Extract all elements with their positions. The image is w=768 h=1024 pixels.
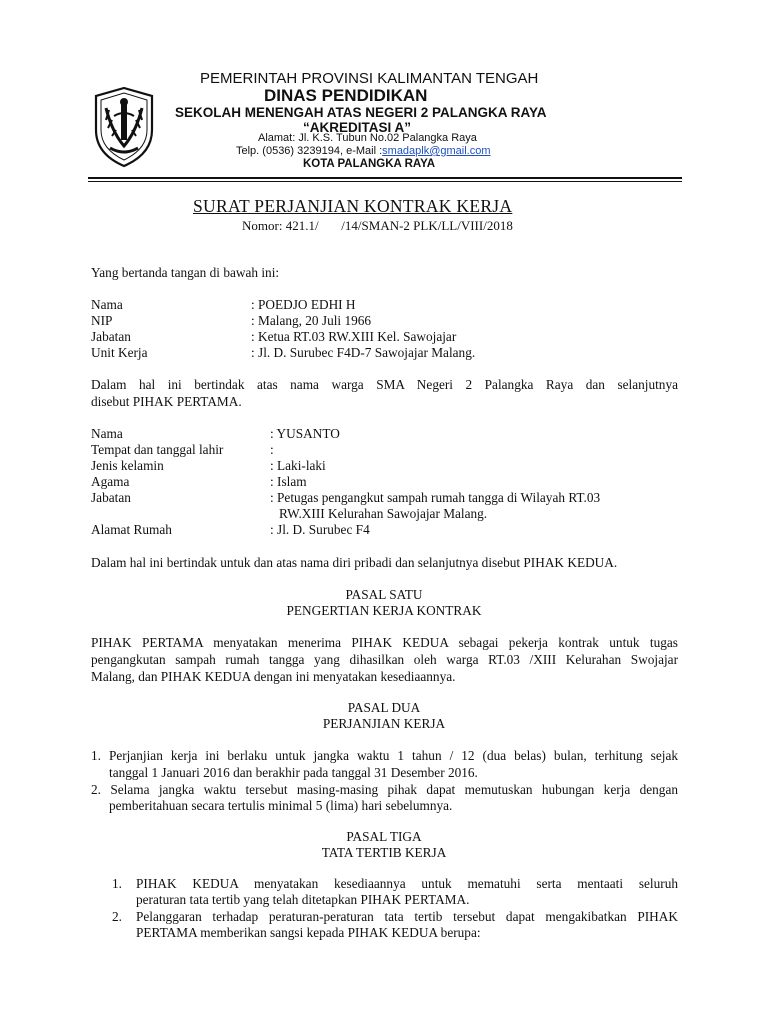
party2-statement: Dalam hal ini bertindak untuk dan atas nama diri pribadi dan selanjutnya disebut PIHAK KEDUA.	[91, 555, 618, 570]
document-title: SURAT PERJANJIAN KONTRAK KERJA	[193, 196, 513, 216]
party1-value: : Jl. D. Surubec F4D-7 Sawojajar Malang.	[251, 345, 476, 360]
party2-value: : YUSANTO	[270, 426, 340, 441]
letterhead-address: Alamat: Jl. K.S. Tubun No.02 Palangka Raya	[258, 132, 477, 144]
party2-label: Jabatan	[91, 490, 131, 505]
email-link[interactable]: smadaplk@gmail.com	[382, 145, 491, 157]
pasal2-item1-line: 1. Perjanjian kerja ini berlaku untuk jangka waktu 1 tahun / 12 (dua belas) bulan, terhitung sejak	[91, 748, 678, 763]
contact-text: Telp. (0536) 3239194, e-Mail :	[236, 145, 383, 157]
document-number: Nomor: 421.1/ /14/SMAN-2 PLK/LL/VIII/2018	[242, 218, 513, 233]
party2-value: RW.XIII Kelurahan Sawojajar Malang.	[279, 506, 488, 521]
school-emblem-icon	[92, 86, 156, 168]
party1-value: : Ketua RT.03 RW.XIII Kel. Sawojajar	[251, 329, 457, 344]
letterhead-school: SEKOLAH MENENGAH ATAS NEGERI 2 PALANGKA RAYA	[175, 105, 547, 120]
pasal1-line: pengangkutan sampah rumah tangga yang dihasilkan oleh warga RT.03 /XIII Kelurahan Swojajar	[91, 652, 678, 667]
party2-label: Tempat dan tanggal lahir	[91, 442, 224, 457]
party1-value: : Malang, 20 Juli 1966	[251, 313, 372, 328]
party1-label: Nama	[91, 297, 123, 312]
party2-value: : Jl. D. Surubec F4	[270, 522, 370, 537]
pasal3-item1-line: PIHAK KEDUA menyatakan kesediaannya untuk mematuhi serta mentaati seluruh	[136, 876, 678, 891]
pasal3-item2-line: Pelanggaran terhadap peraturan-peraturan tata tertib tersebut dapat mengakibatkan PIHAK	[136, 909, 678, 924]
pasal2-item2-line: 2. Selama jangka waktu tersebut masing-masing pihak dapat memutuskan hubungan kerja dengan	[91, 782, 678, 797]
letterhead-agency: DINAS PENDIDIKAN	[264, 86, 428, 105]
pasal2-item1-line: tanggal 1 Januari 2016 dan berakhir pada tanggal 31 Desember 2016.	[109, 765, 478, 780]
letterhead-contact	[236, 145, 491, 157]
pasal3-subheading: TATA TERTIB KERJA	[321, 845, 447, 860]
pasal3-item1-line: peraturan tata tertib yang telah ditetapkan PIHAK PERTAMA.	[136, 892, 470, 907]
party1-label: Unit Kerja	[91, 345, 148, 360]
letterhead-city: KOTA PALANGKA RAYA	[303, 158, 436, 170]
party1-statement-line: disebut PIHAK PERTAMA.	[91, 394, 242, 409]
party2-value: : Laki-laki	[270, 458, 326, 473]
pasal2-subheading: PERJANJIAN KERJA	[322, 716, 446, 731]
pasal3-item2-number: 2.	[112, 909, 122, 924]
party2-label: Alamat Rumah	[91, 522, 172, 537]
pasal3-item1-number: 1.	[112, 876, 122, 891]
party2-label: Jenis kelamin	[91, 458, 164, 473]
pasal3-item2-line: PERTAMA memberikan sangsi kepada PIHAK KEDUA berupa:	[136, 925, 481, 940]
party2-value: :	[270, 442, 274, 457]
pasal1-heading: PASAL SATU	[345, 587, 423, 602]
letterhead-accreditation: “AKREDITASI A”	[303, 120, 411, 135]
header-divider-thick	[88, 177, 682, 179]
opening-sentence: Yang bertanda tangan di bawah ini:	[91, 265, 280, 280]
pasal2-heading: PASAL DUA	[347, 700, 421, 715]
pasal1-subheading: PENGERTIAN KERJA KONTRAK	[286, 603, 482, 618]
pasal2-item2-line: pemberitahuan secara tertulis minimal 5 (lima) hari sebelumnya.	[109, 798, 453, 813]
party1-statement-line: Dalam hal ini bertindak atas nama warga SMA Negeri 2 Palangka Raya dan selanjutnya	[91, 377, 678, 392]
party2-label: Nama	[91, 426, 123, 441]
party1-value: : POEDJO EDHI H	[251, 297, 356, 312]
party1-label: Jabatan	[91, 329, 131, 344]
party1-label: NIP	[91, 313, 113, 328]
letterhead-government: PEMERINTAH PROVINSI KALIMANTAN TENGAH	[200, 70, 539, 87]
party2-value: : Petugas pengangkut sampah rumah tangga di Wilayah RT.03	[270, 490, 601, 505]
header-divider-thin	[88, 181, 682, 182]
pasal3-heading: PASAL TIGA	[346, 829, 422, 844]
party2-value: : Islam	[270, 474, 307, 489]
pasal1-line: PIHAK PERTAMA menyatakan menerima PIHAK KEDUA sebagai pekerja kontrak untuk tugas	[91, 635, 678, 650]
pasal1-line: Malang, dan PIHAK KEDUA dengan ini menyatakan kesediaannya.	[91, 669, 456, 684]
party2-label: Agama	[91, 474, 130, 489]
